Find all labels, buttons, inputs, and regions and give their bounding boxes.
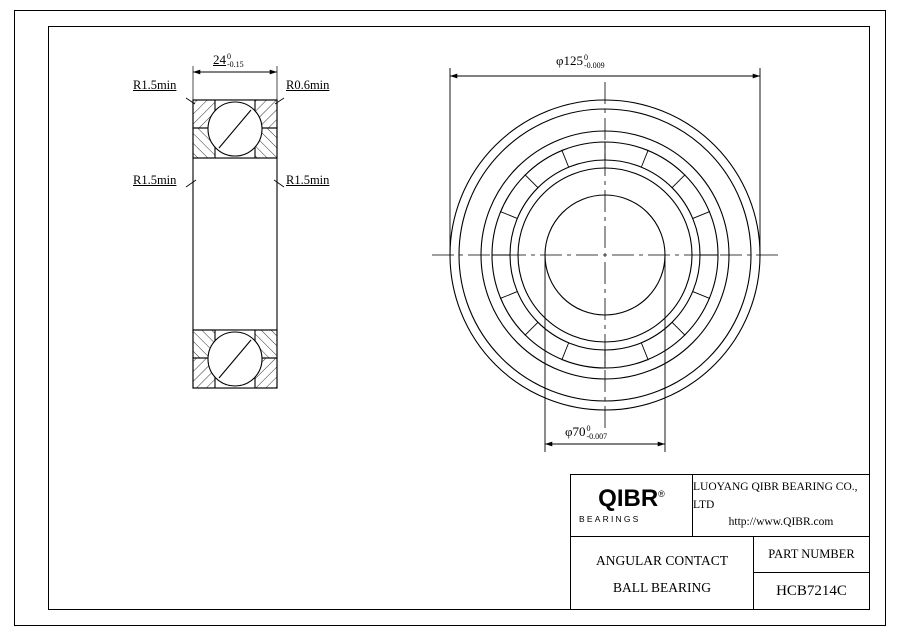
company-logo	[571, 475, 693, 536]
label-chamfer-left-top: R1.5min	[133, 78, 177, 92]
dimension-width: 24 0 -0.15	[213, 51, 244, 70]
product-line-2: BALL BEARING	[612, 579, 712, 595]
registered-trademark-icon: ®	[658, 489, 665, 499]
title-block	[570, 474, 870, 610]
label-chamfer-left-bottom: R1.5min	[133, 173, 177, 187]
dimension-bore-diameter: φ70 0 -0.007	[565, 423, 608, 442]
company-website[interactable]: http://www.QIBR.com	[728, 516, 834, 529]
part-number-cell	[754, 537, 869, 610]
company-name: LUOYANG QIBR BEARING CO., LTD	[693, 480, 858, 511]
label-chamfer-right-bottom: R1.5min	[286, 173, 330, 187]
title-block-header	[571, 475, 869, 537]
label-chamfer-right-top: R0.6min	[286, 78, 330, 92]
part-number-value: HCB7214C	[776, 583, 847, 599]
product-line-1: ANGULAR CONTACT	[595, 552, 729, 568]
dimension-outer-diameter: φ125 0 -0.009	[556, 52, 605, 71]
section-view	[186, 66, 284, 388]
part-number-label: PART NUMBER	[754, 537, 869, 573]
product-description	[571, 537, 754, 610]
company-info	[693, 475, 869, 536]
logo-text: QIBR®	[598, 485, 665, 512]
front-view	[432, 68, 778, 452]
title-block-body	[571, 537, 869, 610]
logo-tagline: BEARINGS	[579, 514, 641, 524]
